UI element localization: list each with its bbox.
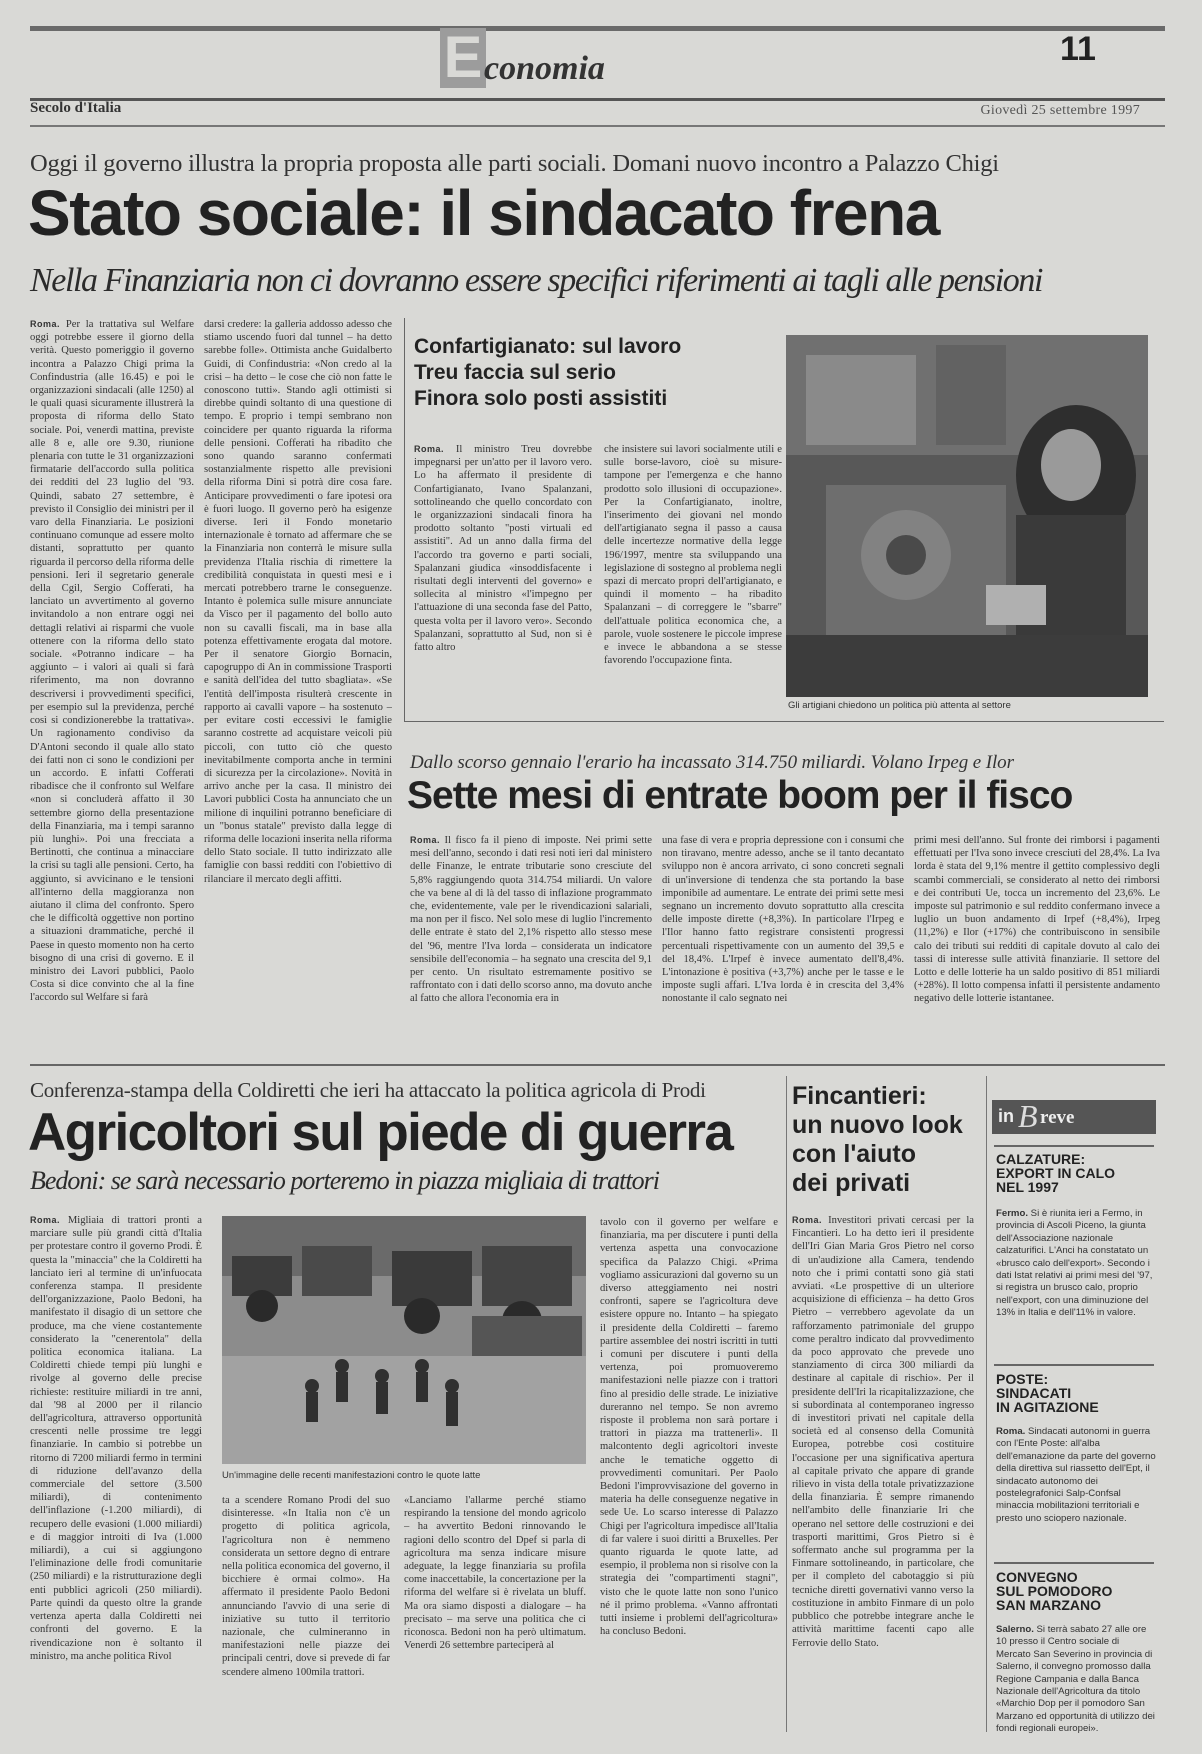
box-text-2: che insistere sui lavori socialmente utili e sulle borse-lavoro, cioè su misure-tampone per l'emergenza e che hanno prodotto solo illusioni di occupazione». Per la Confartigianato, inoltre, l'inserimento dei giovani nel mondo dell'artigianato segna il passo a causa delle incertezze normative della legge 196/1997, mentre sta sviluppando una legislazione di sostegno al problema negli spazi di mercato propri dell'artigianato, e quindi il momento – ha ribadito Spalanzani – di correggere le "sbarre" dell'attuale politica economica che, a parole, vuole sostenere le piccole imprese e invece le abbandona a se stesse favorendo l'occupazione finta. (604, 444, 782, 667)
agri-text-4: tavolo con il governo per welfare e finanziaria, ma per discutere i punti della vertenza aspetta una convocazione specifica da Palazzo Chigi. «Prima vogliamo assicurazioni dal governo su un diverso atteggiamento nei nostri confronti, sapere se l'agricoltura deve esistere oppure no. Intanto – ha spiegato il presidente della Coldiretti – faremo partire assemblee dei nostri iscritti in tutti i comuni per discutere i punti della vertenza, poi promuoveremo manifestazioni nelle piazze con i trattori fino al presidio delle strade. Le iniziative dureranno nel tempo. Se non avremo risposte il problema non sarà portare i trattori in piazza ma trattenerli». Il malcontento degli agricoltori investe anche le tematiche oggetto di provvedimenti comunitari. Per Paolo Bedoni l'improvvisazione del governo in materia ha delle conseguenze negative in sede Ue. Lo scarso interesse di Palazzo Chigi per l'agricoltura impedisce all'Italia di far valere i suoi diritti a Bruxelles. Per quanto riguarda le quote latte, ad esempio, il problema non si risolve con la strategia dei "compartimenti stagni", visto che le quote latte non sono l'unico né il primo problema. «Vanno affrontati tutti insieme i problemi dell'agricoltura» ha concluso Bedoni. (600, 1217, 778, 1638)
box-column-2 (604, 443, 782, 718)
fisco-dateline: Roma. (410, 835, 441, 845)
breve-rest: reve (1040, 1107, 1075, 1128)
fisco-text-1: Il fisco fa il pieno di imposte. Nei primi sette mesi dell'anno, secondo i dati resi noti ieri dal ministero delle Finanze, le entrate tributarie sono cresciute del 5,8% raggiungendo quota 314.754 miliardi. Un valore che va bene al di là del tasso di inflazione programmato che, evidentemente, vale per le rivendicazioni salariali, ma non per il fisco. Nel solo mese di luglio l'incremento delle entrate è stato del 2,1% rispetto allo stesso mese del '96, mentre l'Iva lorda – considerata un indicatore sensibile dell'economia – ha segnato una crescita del 9,1 per cento. Un risultato estremamente positivo se raffrontato con i dati dello scorso anno, ma dovuto anche al fatto che allora l'economia era in (410, 835, 652, 1005)
agri-column-2 (222, 1494, 390, 1734)
box-headline-line-2: Treu faccia sul serio (414, 361, 616, 384)
newspaper-name: Secolo d'Italia (30, 100, 122, 116)
brief-3-text: Si terrà sabato 27 alle ore 10 presso il Centro sociale di Mercato San Severino in provincia di Salerno, il convegno promosso dalla Regione Campania e dalla Banca Nazionale dell'Agricoltura da titolo «Marchio Dop per il pomodoro San Marzano ed opportunità di utilizzo dei fondi regionali europei». (996, 1624, 1155, 1734)
dateline: Roma. (30, 319, 61, 329)
fincantieri-headline-1: Fincantieri: (792, 1082, 927, 1110)
brief-1-head-2: EXPORT IN CALO (996, 1165, 1116, 1181)
brief-3-headline (996, 1570, 1112, 1612)
brief-1-head-3: NEL 1997 (996, 1179, 1059, 1195)
breve-initial: B (1018, 1098, 1038, 1134)
agri-text-1: Migliaia di trattori pronti a marciare sulle più grandi città d'Italia per protestare contro il governo Prodi. È questa la "minaccia" che la Coldiretti ha lanciato ieri al termine di un'infuocata conferenza stampa. Il presidente dell'organizzazione, Paolo Bedoni, ha manifestato il disagio di un settore che produce, ma che viene costantemente considerato la "cenerentola" della politica economica italiana. La Coldiretti chiede tempi più lunghi e rivolge al governo delle precise richieste: restituire miliardi in tre anni, dal '98 al 2000 per il rilancio dell'agricoltura, attraverso opportunità crescenti nelle prossime tre leggi finanziarie. In cambio si potrebbe un ritorno di 7200 miliardi fermo in termini di riduzione dell'avanzo della commerciale del settore (3.500 miliardi), di contenimento dell'inflazione (-1.200 miliardi), di recupero delle evasioni (1.000 miliardi) e di maggior introiti di Iva (1.000 miliardi), a cui si aggiungono l'eliminazione delle frodi comunitarie (250 miliardi) e la ristrutturazione degli enti pubblici agricoli (250 miliardi). Parte quindi da questo oltre la grande vertenza aperta dalla Coldiretti nei confronti del governo. E la rivendicazione non è soltanto il ministro, ma anche politica Rivol (30, 1215, 202, 1662)
agri-headline: Agricoltori sul piede di guerra (28, 1103, 733, 1162)
agri-column-1 (30, 1214, 202, 1734)
breve-prefix: in (998, 1106, 1014, 1126)
brief-1-head-1: CALZATURE: (996, 1151, 1086, 1167)
fincantieri-headline (792, 1082, 963, 1198)
brief-3-body (996, 1624, 1156, 1734)
fisco-headline: Sette mesi di entrate boom per il fisco (407, 774, 1073, 817)
lead-text-1: Per la trattativa sul Welfare oggi potrebbe essere il giorno della verità. Questo pomeriggio il governo incontra a Palazzo Chigi prima la Confindustria (alle 16.45) e poi le organizzazioni sindacali (alle 1250) al le quali quasi sicuramente illustrerà la proposta di riforma dello Stato sociale. Poi, venerdì mattina, previste alle 8 e, alle ore 9.30, riunione plenaria con tutte le 31 organizzazioni firmatarie dell'accordo sulla politica dei redditi del 23 luglio del '93. Quindi, sabato 27 settembre, è previsto il Consiglio dei ministri per il varo della Finanziaria. Le posizioni continuano comunque ad essere molto distanti, soprattutto per quanto riguarda il percorso della riforma delle pensioni. Ieri il segretario generale della Cgil, Sergio Cofferati, ha lanciato un avvertimento al governo invitandolo a non entrare oggi nei dettagli relativi ai risparmi che vuole ottenere con la riforma dello stato sociale. «Potranno indicare – ha aggiunto – i valori ai quali si farà riferimento, ma non dovranno descriversi i provvedimenti specifici, per esempio sul la previdenza, perché così si condizionerebbe la trattativa». Un ragionamento condiviso da D'Antoni secondo il quale allo stato dei fatti non ci sono le condizioni per un accordo. E infatti Cofferati ribadisce che il confronto sul Welfare «non si concluderà affatto il 30 settembre giorno della presentazione della Finanziaria, ma i tempi saranno più lunghi». Poi una frecciata a Bertinotti, che continua a minacciare la crisi su tagli alle pensioni. Certo, ha aggiunto, si avvicinano e le tensioni all'interno della maggioranza non aiutano il clima del confronto. Spero che le difficoltà oggettive non portino a situazioni drammatiche, perché il Paese in questo momento non ha certo bisogno di una crisi di governo. E il ministro dei Lavori pubblici, Paolo Costa si dice convinto che al la fine l'accordo sul Welfare si farà (30, 319, 194, 1004)
fisco-text-3: primi mesi dell'anno. Sul fronte dei rimborsi i pagamenti effettuati per l'Iva sono invece cresciuti del 28,4%. La Iva lorda è stata del 9,1% mentre il gettito complessivo degli scambi commerciali, se considerato al netto dei rimborsi e dei contributi Ue, tocca un incremento del 23,6%. Le imposte sul patrimonio e sul reddito confermano invece a luglio un buon andamento di Irpef (+8,4%), Irpeg (11,2%) e Ilor (+17%) che contribuiscono in sensibile calo dei tributi sui redditi di capitale dovuto al calo dei tassi di interesse sulle attività finanziarie. Il settore del Lotto e delle lotterie ha un saldo positivo di 851 miliardi (+28%). Il lotto compensa infatti il persistente andamento negativo delle lotterie istantanee. (914, 835, 1160, 1005)
box-headline-line-3: Finora solo posti assistiti (414, 387, 668, 410)
brief-rule-2 (994, 1364, 1154, 1366)
brief-1-dateline: Fermo. (996, 1208, 1028, 1219)
brief-2-head-2: SINDACATI (996, 1385, 1072, 1401)
section-initial: E (440, 28, 486, 88)
brief-2-text: Sindacati autonomi in guerra con l'Ente Poste: all'alba dell'emanazione da parte del governo della direttiva sul riassetto dell'Ept, il sindacato autonomo dei postelegrafonici Salp-Confsal minaccia mobilitazioni territoriali e presto uno sciopero nazionale. (996, 1426, 1156, 1524)
brief-rule-1 (994, 1145, 1154, 1147)
breve-divider (986, 1076, 987, 1732)
box-text-1: Il ministro Treu dovrebbe impegnarsi per un'atto per il lavoro vero. Lo ha affermato il presidente di Confartigianato, Ivano Spalanzani, sottolineando che quello concordato con le organizzazioni sindacali finora ha prodotto soltanto "posti virtuali ed assistiti". Ad un anno dalla firma del l'accordo tra governo e parti sociali, Spalanzani giudica «insoddisfacente i risultati degli interventi del governo» e sollecita al ministro «l'impegno per l'attuazione di una seconda fase del Patto, questa volta per il lavoro vero». Secondo Spalanzani, soprattutto al Sud, non si è fatto altro (414, 444, 592, 654)
box-headline (414, 334, 794, 412)
fisco-column-1 (410, 834, 652, 1056)
artisans-caption: Gli artigiani chiedono un politica più attenta al settore (788, 700, 1011, 711)
agri-dateline: Roma. (30, 1215, 61, 1225)
lead-column-2 (204, 318, 392, 1053)
box-border-left (404, 318, 405, 721)
box-border-bottom (404, 721, 1164, 722)
brief-3-head-2: SUL POMODORO (996, 1583, 1113, 1599)
fisco-column-2 (662, 834, 904, 1056)
header-rule-2 (30, 125, 1165, 127)
fisco-kicker: Dallo scorso gennaio l'erario ha incassato 314.750 miliardi. Volano Irpeg e Ilor (410, 752, 1014, 773)
agri-text-3: «Lanciamo l'allarme perché stiamo respirando la tensione del mondo agricolo – ha avvertito Bedoni rinnovando le ragioni dello scontro del Dpef si parla di agricoltura ma senza indicare misure adeguate, la legge finanziaria su profila come inaccettabile, la concertazione per la riforma del welfare si è rivelata un bluff. Ma ora siamo disposti a dialogare – ha precisato – ma serve una politica che ci riconosca. Bedoni non ha però ultimatum. Venerdì 26 settembre parteciperà al (404, 1495, 586, 1652)
lead-headline: Stato sociale: il sindacato frena (28, 177, 939, 249)
lead-subhead: Nella Finanziaria non ci dovranno essere specifici riferimenti ai tagli alle pensioni (30, 262, 1042, 299)
brief-2-head-1: POSTE: (996, 1371, 1049, 1387)
fincantieri-text: Investitori privati cercasi per la Fincantieri. Lo ha detto ieri il presidente dell'Iri Gian Maria Gros Pietro nel corso di un'audizione alla Camera, tendendo noto che i primi contatti sono già stati avviati. «Le prospettive di un ulteriore acquisizione di efficienza – ha detto Gros Pietro – verrebbero agevolate da un rafforzamento patrimoniale del gruppo come peraltro indicato dal provvedimento da poco approvato che prevede uno stanziamento di circa 300 miliardi da destinare al capitale di rischio». Per il presidente dell'Iri la ricapitalizzazione, che si subordinata al contemporaneo ingresso di investitori privati nel capitale della società ed al consenso della Comunità Europea, potrebbe così costituire l'occasione per una significativa apertura al capitale privato che appare di grande rilievo in vista della totale privatizzazione della finanziaria. È sempre rimanendo nell'ambito delle finanziarie Iri che operano nel settore delle costruzioni e dei trasporti marittimi, Gros Pietro si è soffermato anche sul programma per la Finmare sottolineando, in particolare, che per il completo del cabotaggio si più tecniche diretti governativi vanno verso la costituzione in ambito Finmare di un polo pubblico che potrebbe integrare anche le attività marittime facenti capo alle Ferrovie dello Stato. (792, 1215, 974, 1649)
fisco-text-2: una fase di vera e propria depressione con i consumi che non tiravano, mentre adesso, anche se il tanto decantato sviluppo non è ancora arrivato, ci sono concreti segnali di un'inversione di tendenza che sta portando la base imponibile ad aumentare. Le entrate dei primi sette mesi segnano un incremento dovuto soprattutto alla crescita delle imposte dirette (+8,3%). In particolare l'Irpeg e l'Ilor hanno fatto registrare consistenti progressi percentuali rispettivamente con un aumento del 39,5 e del 18,4%. L'Irpef è invece aumentato dell'8,4%. L'intonazione è positiva (+3,7%) anche per le tasse e le imposte sugli affari. L'Iva lorda è in crescita del 3,4% nonostante il calo segnato nei (662, 835, 904, 1005)
tractors-photo-drawing (222, 1216, 586, 1464)
brief-2-head-3: IN AGITAZIONE (996, 1399, 1099, 1415)
fincantieri-column (792, 1214, 974, 1734)
box-headline-line-1: Confartigianato: sul lavoro (414, 335, 682, 358)
brief-3-head-1: CONVEGNO (996, 1569, 1078, 1585)
artisans-photo-drawing (786, 335, 1148, 697)
agri-column-3 (404, 1494, 586, 1734)
tractors-caption: Un'immagine delle recenti manifestazioni contro le quote latte (222, 1470, 481, 1481)
brief-rule-3 (994, 1562, 1154, 1564)
brief-1-text: Si è riunita ieri a Fermo, in provincia di Ascoli Piceno, la giunta dell'Associazione nazionale calzaturifici. L'Anci ha constatato un «brusco calo dell'export». Secondo i dati Istat relativi ai primi mesi del '97, si registra un brusco calo, proprio nell'export, con una diminuzione del 13% in Italia e dell'11% in valore. (996, 1208, 1153, 1319)
page-number: 11 (1060, 30, 1096, 68)
fincantieri-divider (786, 1076, 787, 1732)
brief-2-dateline: Roma. (996, 1426, 1026, 1437)
top-rule (30, 26, 1165, 31)
brief-1-headline (996, 1152, 1115, 1194)
brief-2-headline (996, 1372, 1099, 1414)
agri-column-4 (600, 1216, 778, 1734)
brief-2-body (996, 1426, 1156, 1556)
brief-3-head-3: SAN MARZANO (996, 1597, 1101, 1613)
section-name: conomia (484, 50, 605, 87)
box-column-1 (414, 443, 592, 718)
lead-kicker: Oggi il governo illustra la propria proposta alle parti sociali. Domani nuovo incontro a Palazzo Chigi (30, 150, 999, 177)
artisans-photo (786, 335, 1148, 697)
breve-banner (992, 1100, 1156, 1134)
lead-text-2: darsi credere: la galleria addosso adesso che stiamo uscendo fuori dal tunnel – ha detto sarebbe folle». Ottimista anche Guidalberto Guidi, di Confindustria: «Non credo al la crisi – ha detto – le cose che ciò non fatte le conoscono tutti». Stando agli ottimisti si direbbe quindi soltanto di una questione di tempo. E proprio i tempi sembrano non coincidere per quanto riguarda la riforma delle pensioni. Cofferati ha ribadito che sono quando saranno confermati sostanzialmente rispetto alle previsioni della riforma Dini si potrà dire cosa fare. Anticipare provvedimenti o fare ipotesi ora è fuori luogo. Il governo però ha esigenze diverse. Ieri il Fondo monetario internazionale è tornato ad affermare che se la Finanziaria non conterrà le misure sulla previdenza l'Italia rischia di rimettere la credibilità conquistata in questi mesi e i mercati potrebbero trarne le conseguenze. Intanto è polemica sulle misure annunciate da Visco per il pagamento del bollo auto non su cavalli fiscali, ma in base alla potenza effettivamente erogata dal motore. Per il senatore Giorgio Bornacin, capogruppo di An in commissione Trasporti e sanità dell'idea del tutto sbagliata». «Se l'entità dell'imposta risulterà crescente in rapporto ai cavalli vapore – ha sostenuto – per evitare costi eccessivi le famiglie saranno costrette ad acquistare veicoli più piccoli, con tutto ciò che questo inevitabilmente comporta anche in termini di sicurezza per la circolazione». Novità in arrivo anche per la casa. Il ministro dei Lavori pubblici Costa ha annunciato che un milione di inquilini potranno beneficiare di un "bonus statale" previsto dalla legge di riforma delle locazioni inserita nella riforma dello Stato sociale. Il tutto indirizzato alle famiglie con bassi redditi con l'obiettivo di rilanciare il mercato degli affitti. (204, 319, 392, 885)
agri-text-2: ta a scendere Romano Prodi del suo disinteresse. «In Italia non c'è un progetto di politica agricola, l'agricoltura non è nemmeno considerata un settore degno di entrare nella politica economica del governo, il bicchiere è ormai colmo». Ha affermato il presidente Paolo Bedoni annunciando l'avvio di una serie di iniziative su tutto il territorio nazionale, che culmineranno in manifestazioni nelle piazze dei principali centri, dove si prevede di far scendere almeno 100mila trattori. (222, 1495, 390, 1678)
tractors-photo (222, 1216, 586, 1464)
fisco-column-3 (914, 834, 1160, 1056)
brief-1-body (996, 1208, 1156, 1356)
header-rule (30, 98, 1165, 101)
fincantieri-headline-4: dei privati (792, 1169, 911, 1197)
box-dateline: Roma. (414, 444, 445, 454)
fincantieri-dateline: Roma. (792, 1215, 823, 1225)
lead-column-1 (30, 318, 194, 1053)
agri-kicker: Conferenza-stampa della Coldiretti che ieri ha attaccato la politica agricola di Prodi (30, 1078, 706, 1102)
fincantieri-headline-3: con l'aiuto (792, 1140, 916, 1168)
section-divider (30, 1064, 1165, 1066)
brief-3-dateline: Salerno. (996, 1624, 1034, 1635)
fincantieri-headline-2: un nuovo look (792, 1111, 963, 1139)
agri-subhead: Bedoni: se sarà necessario porteremo in piazza migliaia di trattori (30, 1166, 659, 1195)
issue-date: Giovedì 25 settembre 1997 (980, 103, 1140, 118)
